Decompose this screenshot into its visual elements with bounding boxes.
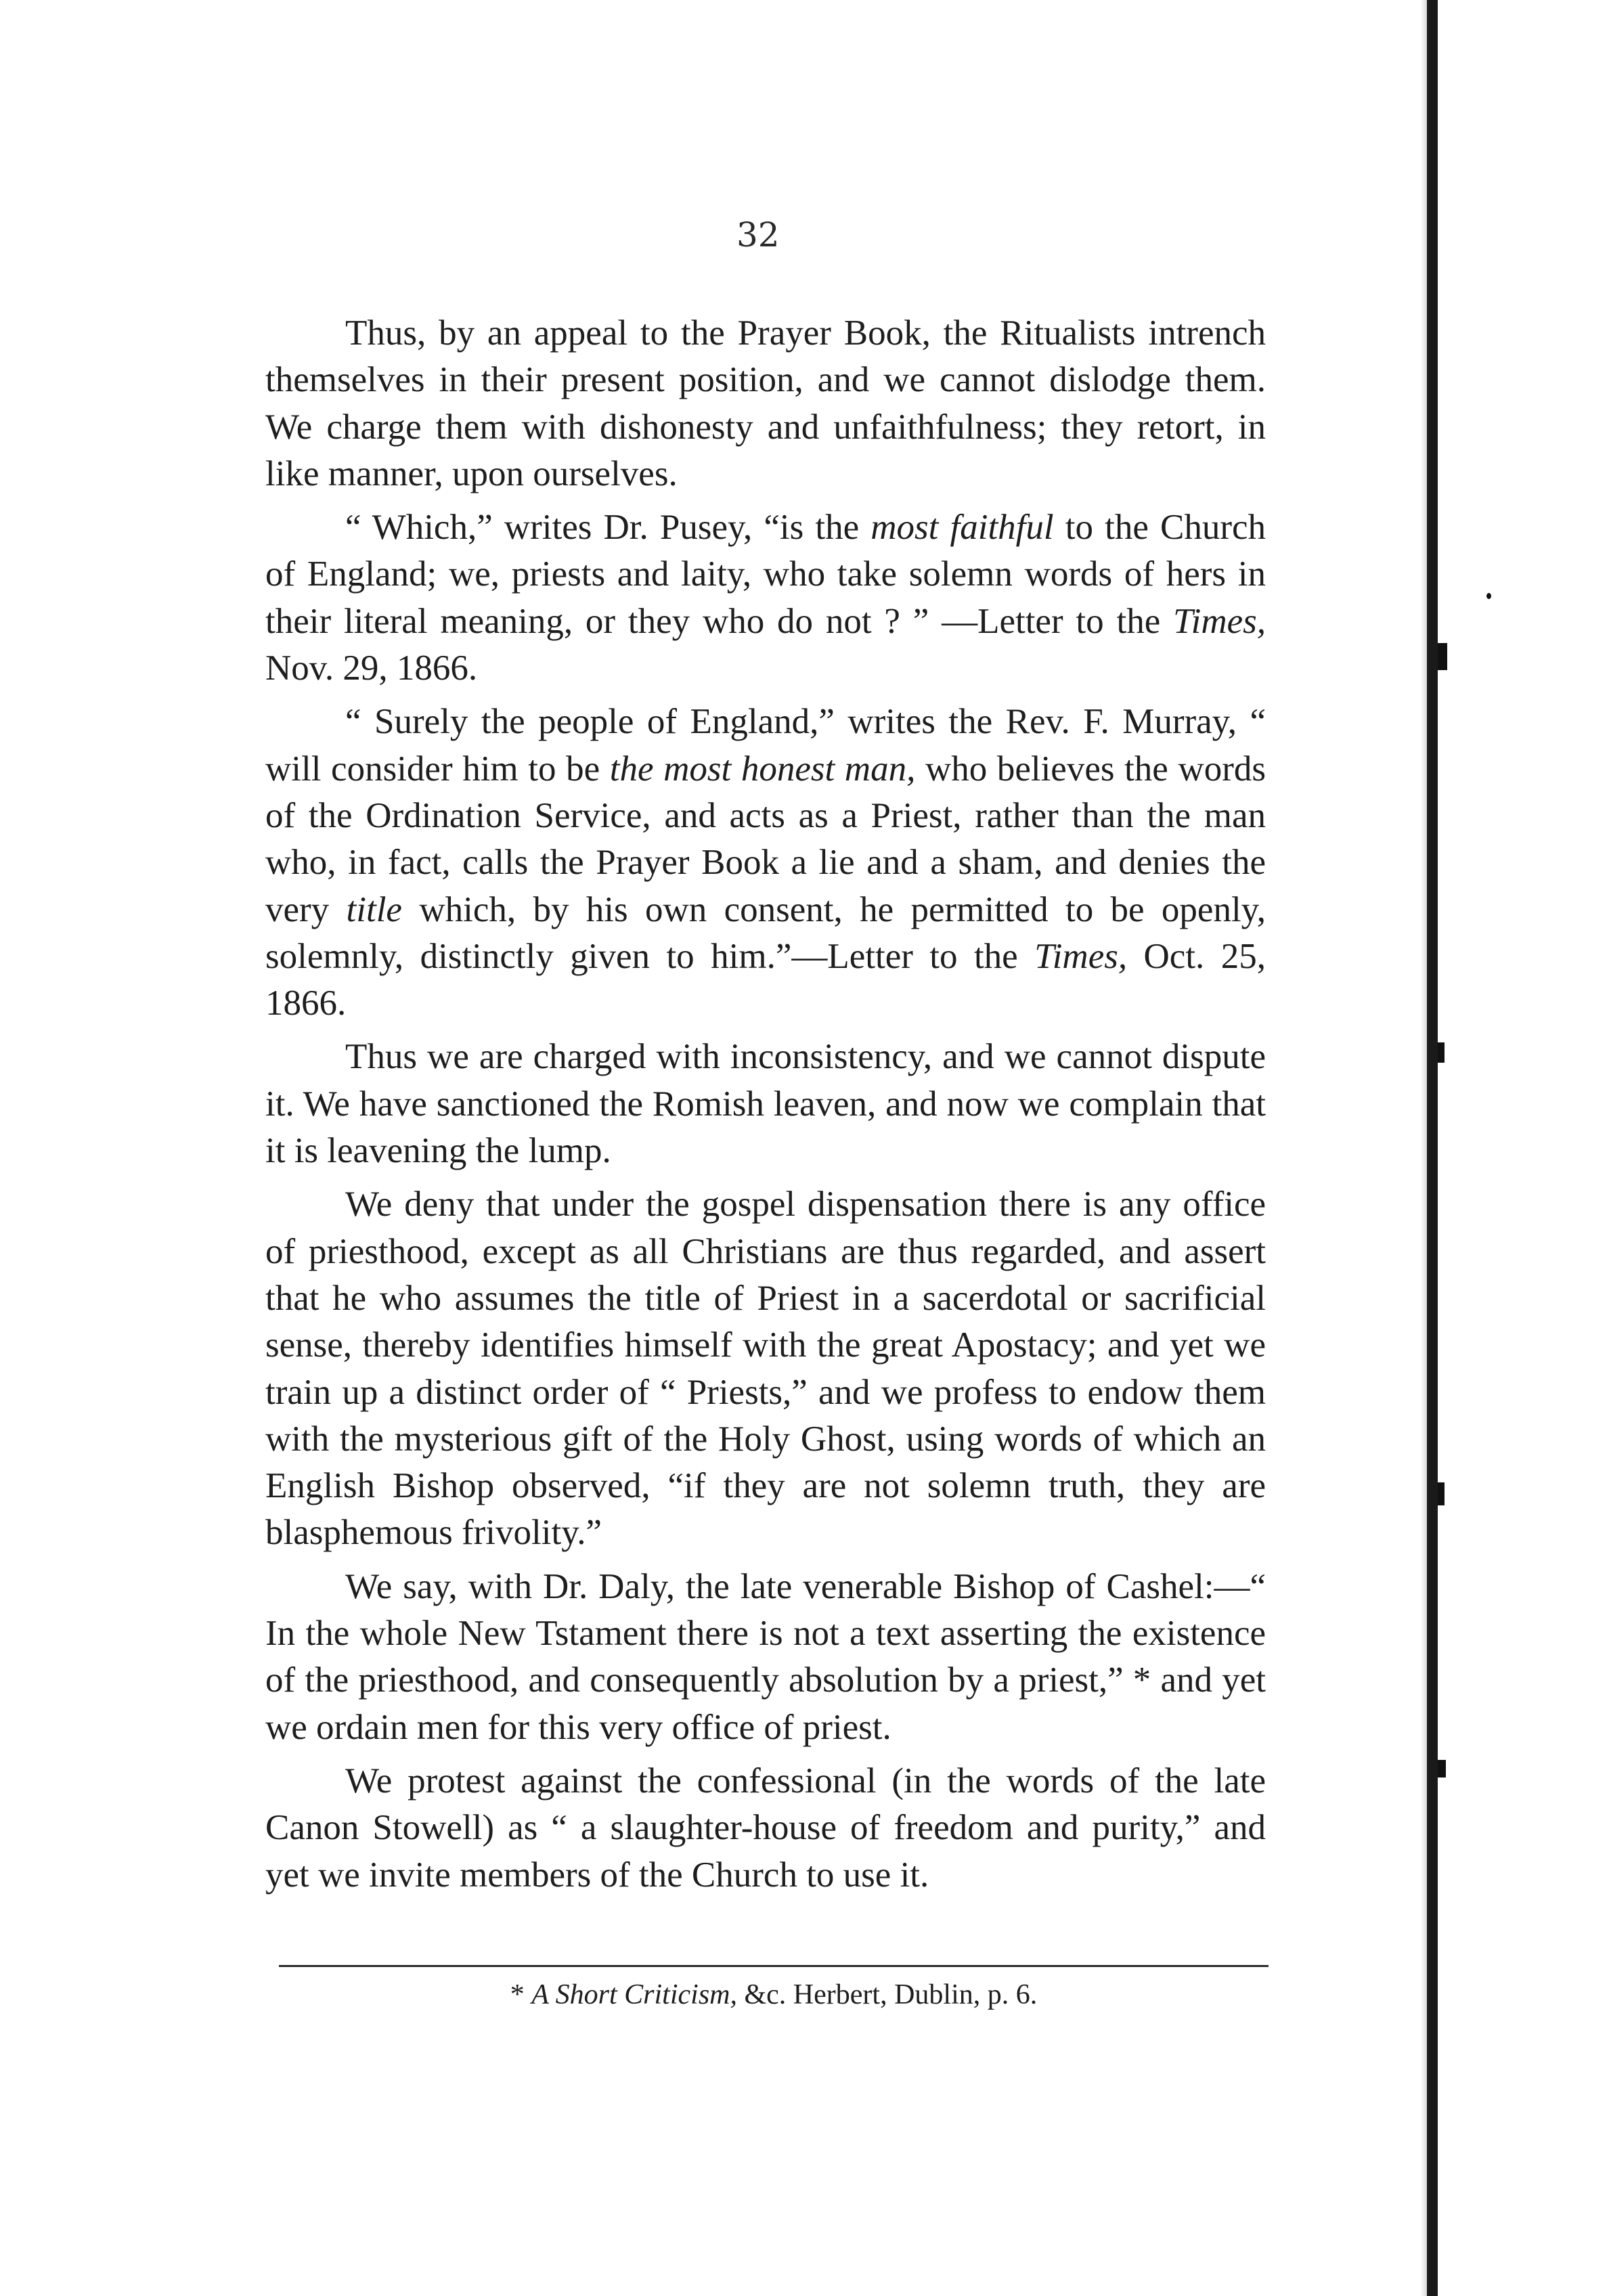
paragraph xyxy=(265,504,1266,692)
scan-edge-notch xyxy=(1438,643,1447,670)
italic-text: the most honest man, xyxy=(609,749,916,789)
paragraph xyxy=(265,310,1266,498)
paragraph-text: We say, with Dr. Daly, the late venerable Bishop of Cashel:—“ In the whole New Tstament there is not a text asserting the existence of the priesthood, and consequently absolution by a priest,” * and yet we ordain men for this very office of priest. xyxy=(265,1566,1266,1747)
scan-edge xyxy=(1427,0,1438,2296)
footnote-rule xyxy=(279,1965,1269,1967)
italic-text: title xyxy=(346,889,402,929)
page-number: 32 xyxy=(736,215,780,255)
scan-edge-shadow xyxy=(1420,0,1427,2296)
paragraph xyxy=(265,1758,1266,1899)
scan-edge-notch xyxy=(1438,1482,1445,1505)
footnote-title: A Short Criticism, xyxy=(531,1979,737,2010)
paragraph-text: which, by his own consent, he permitted to be openly, solemnly, distinctly given to him.”—Letter to the xyxy=(265,889,1266,976)
paragraph xyxy=(265,699,1266,1027)
body-text xyxy=(265,310,1266,1905)
scan-speck xyxy=(1486,593,1491,599)
paragraph-text: “ Surely the people of England,” writes the Rev. F. Murray, “ will consider him to be xyxy=(265,702,1266,789)
italic-text: Times, xyxy=(1173,601,1266,641)
paragraph-text: to the Church of England; we, priests and laity, who take solemn words of hers in their literal meaning, or they who do not ? ” —Letter to the xyxy=(265,508,1266,641)
paragraph-text: Thus we are charged with inconsistency, and we cannot dispute it. We have sanctioned the Romish leaven, and now we complain that it is leavening the lump. xyxy=(265,1037,1266,1171)
paragraph-text: We protest against the confessional (in the words of the late Canon Stowell) as “ a slaughter-house of freedom and purity,” and yet we invite members of the Church to use it. xyxy=(265,1761,1266,1895)
paragraph-text: who believes the words of the Ordination Service, and acts as a Priest, rather than the man who, in fact, calls the Prayer Book a lie and a sham, and denies the very xyxy=(265,749,1266,929)
scan-edge-notch xyxy=(1438,1760,1446,1778)
footnote-marker: * xyxy=(510,1979,532,2010)
paragraph xyxy=(265,1181,1266,1556)
paragraph-text: Oct. 25, 1866. xyxy=(265,936,1266,1023)
paragraph xyxy=(265,1564,1266,1751)
paragraph-text: “ Which,” writes Dr. Pusey, “is the xyxy=(345,508,871,548)
paragraph-text: We deny that under the gospel dispensation there is any office of priesthood, except as all Christians are thus regarded, and assert that he who assumes the title of Priest in a sacerdotal or sacrificial sense, thereby identifies himself with the great Apostacy; and yet we train up a distinct order of “ Priests,” and we profess to endow them with the mysterious gift of the Holy Ghost, using words of which an English Bishop observed, “if they are not solemn truth, they are blasphemous frivolity.” xyxy=(265,1185,1266,1553)
paragraph-text: Thus, by an appeal to the Prayer Book, the Ritualists intrench themselves in their present position, and we cannot dislodge them. We charge them with dishonesty and unfaithfulness; they retort, in like manner, upon ourselves. xyxy=(265,313,1266,493)
italic-text: Times, xyxy=(1034,936,1128,976)
footnote-citation: &c. Herbert, Dublin, p. 6. xyxy=(737,1979,1038,2010)
paragraph-text: Nov. 29, 1866. xyxy=(265,648,478,688)
italic-text: most faithful xyxy=(870,508,1054,548)
scan-edge-notch xyxy=(1438,1042,1445,1063)
footnote xyxy=(279,1971,1269,2018)
paragraph xyxy=(265,1034,1266,1174)
